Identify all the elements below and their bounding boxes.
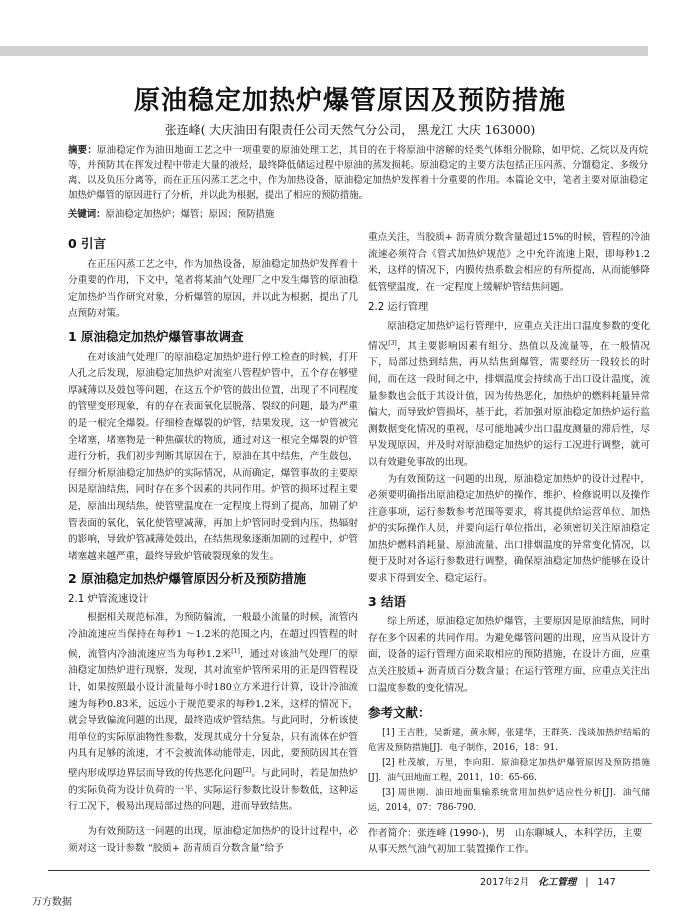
section-heading: 3 结语 bbox=[368, 593, 407, 609]
reference-item: [3] 周世刚．油田地面集输系统常用加热炉适应性分析[J]．油气储运，2014，07：786-790． bbox=[368, 787, 650, 813]
references-heading: 参考文献： bbox=[368, 705, 431, 721]
abstract-label: 摘要： bbox=[68, 145, 98, 156]
header-bar bbox=[0, 46, 648, 56]
paragraph: 重点关注，当胶质+ 沥青质分数含量超过15%的时候，管程的冷油流速必须符合《管式加热炉规范》之中允许流速上限，即每秒1.2米，这样的情况下，内膜传热系数会相应的有所提高，从而能够降低管壁温度，在一定程度上缓解炉管结焦问题。 bbox=[368, 232, 650, 293]
issue-date: 2017年2月 bbox=[480, 877, 530, 888]
keywords-label: 关键词： bbox=[68, 209, 106, 220]
references bbox=[368, 726, 650, 816]
page-number: 147 bbox=[597, 877, 616, 888]
paragraph: 原油稳定加热炉运行管理中，应重点关注出口温度参数的变化情况[3]，其主要影响因素有组分、热值以及流量等，在一般情况下，局部过热到结焦，再从结焦到爆管，需要经历一段较长的时间，而在这一段时间之中，排烟温度会持续高于出口设计温度，流量参数也会低于其设计值，因为传热恶化，加热炉的燃料耗量异常偏大，而导致炉管损坏，基于此，若加强对原油稳定加热炉运行监测数据变化情况的重视，尽可能地减少出口温度测量的滞后性，尽早发现原因，并及时对原油稳定加热炉的运行工况进行调整，就可以有效避免事故的出现。 bbox=[368, 320, 651, 468]
section-heading: 0 引言 bbox=[68, 236, 107, 251]
keywords-text: 原油稳定加热炉；爆管；原因；预防措施 bbox=[105, 209, 275, 220]
abstract-text: 原油稳定作为油田地面工艺之中一项重要的原油处理工艺，其目的在于将原油中溶解的烃类气体组分脱除，如甲烷、乙烷以及丙烷等，并预防其在挥发过程中带走大量的液烃，最终降低储运过程中原油的蒸发损耗。原油稳定的主要方法包括正压闪蒸、分馏稳定、多级分离、以及负压分离等，而在正压闪蒸工艺之中，作为加热设备，原油稳定加热炉发挥着十分重要的作用。本篇论文中，笔者主要对原油稳定加热炉爆管的原因进行了分析，并以此为根据，提出了相应的预防措施。 bbox=[68, 145, 648, 201]
paragraph: 为有效预防这一问题的出现，原油稳定加热炉的设计过程中，必须要明确指出原油稳定加热炉的操作、维护、检修说明以及操作注意事项，运行参数参考范围等要求，将其提供给运营单位、加热炉的实际操作人员，并要向运行单位指出，必须密切关注原油稳定加热炉燃料消耗量、原油流量、出口排烟温度的异常变化情况，以便于及时对各运行参数进行调整，确保原油稳定加热炉能够在设计要求下得到安全、稳定运行。 bbox=[368, 473, 650, 585]
paragraph: 综上所述，原油稳定加热炉爆管，主要原因是原油结焦，同时存在多个因素的共同作用。为避免爆管问题的出现，应当从设计方面，设备的运行管理方面采取相应的预防措施，在设计方面，应重点关注胶质+ 沥青质百分数含量；在运行管理方面，应重点关注出口温度参数的变化情况。 bbox=[368, 616, 650, 694]
paragraph: 为有效预防这一问题的出现，原油稳定加热炉的设计过程中，必须对这一设计参数 “胶质+ 沥青质百分数含量”给予 bbox=[68, 825, 358, 854]
subsection-heading: 2.1 炉管流速设计 bbox=[68, 593, 149, 605]
keywords bbox=[68, 206, 648, 220]
author-intro: 作者简介：张连峰 (1990-)，男 山东聊城人，本科学历，主要从事天然气油气初加工装置操作工作。 bbox=[368, 823, 652, 858]
reference-item: [1] 王吉胜，吴新建，黄永辉，张建华，王群英．浅谈加热炉结垢的危害及预防措施[J]．电子制作，2016，18：91． bbox=[368, 727, 650, 753]
footer-rule bbox=[48, 870, 650, 871]
reference-item: [2] 杜茂敏，万里，李向阳．原油稳定加热炉爆管原因及预防措施[J]．油气田地面工程，2011，10：65-66． bbox=[368, 757, 650, 783]
paper-title: 原油稳定加热炉爆管原因及预防措施 bbox=[133, 86, 566, 116]
paragraph: 在对该油气处理厂的原油稳定加热炉进行停工检查的时候，打开人孔之后发现，原油稳定加热炉对流室八管程炉管中，五个存在够壁厚减薄以及鼓包等问题，在这五个炉管的鼓出位置，出现了不同程度的管壁变形现象，有的存在表面氧化层脱落、裂纹的问题，最为严重的是一根完全爆裂。仔细检查爆裂的炉管，结果发现，这一炉管被完全堵塞，堵塞物是一种焦碳状的物质，通过对这一根完全爆裂的炉管进行分析，我们初步判断其原因在于，原油在其中结焦，产生鼓包，仔细分析原油稳定加热炉的实际情况，从而确定，爆管事故的主要原因是原油结焦，同时存在多个因素的共同作用。炉管的损坏过程主要是，原油出现结焦，使管壁温度在一定程度上得到了提高，加剧了炉管表面的氧化，氧化使管壁减薄，再加上炉管同时受到内压、热辐射的影响，导致炉管减薄处鼓出，在结焦现象逐渐加剧的过程中，炉管堵塞越来越严重，最终导致炉管破裂现象的发生。 bbox=[68, 351, 358, 562]
section-heading: 1 原油稳定加热炉爆管事故调查 bbox=[68, 328, 244, 344]
left-column bbox=[68, 230, 358, 857]
watermark: 万方数据 bbox=[32, 897, 72, 908]
abstract bbox=[68, 143, 648, 203]
section-heading: 2 原油稳定加热炉爆管原因分析及预防措施 bbox=[68, 571, 307, 587]
page-footer: 2017年2月 化工管理 | 147 bbox=[480, 877, 616, 888]
journal-name: 化工管理 bbox=[538, 877, 577, 888]
paragraph: 根据相关规范标准，为预防偏流，一般最小流量的时候，流管内冷油流速应当保持在每秒1 ～1.2米的范围之内，在超过四管程的时候，流管内冷油流速应当为每秒1.2米[1]，通过对该油气处理厂的原油稳定加热炉进行现察，发现，其对流室炉管所采用的正是四管程设计，如果按照最小设计流量每小时180立方米进行计算，设计冷油流速为每秒0.83米，远远小于规范要求的每秒1.2米，这样的情况下，就会导致偏流问题的出现，最终造成炉管结焦。与此同时，分析该使用单位的实际原油物性参数，发现其成分十分复杂，只有流体在炉管内具有足够的流速，才不会被流体动能带走，因此，要预防因其在管壁内形成厚边界层而导致的传热恶化问题[2]。与此同时，若是加热炉的实际负荷为设计负荷的一半、实际运行参数比设计参数低，这种运行工况下，极易出现局部过热的问题，进而导致结焦。 bbox=[68, 612, 359, 813]
author-line: 张连峰( 大庆油田有限责任公司天然气分公司， 黑龙江 大庆 163000) bbox=[164, 123, 536, 137]
subsection-heading: 2.2 运行管理 bbox=[368, 302, 429, 314]
paragraph: 在正压闪蒸工艺之中，作为加热设备，原油稳定加热炉发挥着十分重要的作用，下文中，笔者将某油气处理厂之中发生爆管的原油稳定加热炉当作研究对象，分析爆管的原因，并以此为根据，提出了几点预防对策。 bbox=[68, 258, 358, 320]
right-column bbox=[368, 230, 650, 816]
